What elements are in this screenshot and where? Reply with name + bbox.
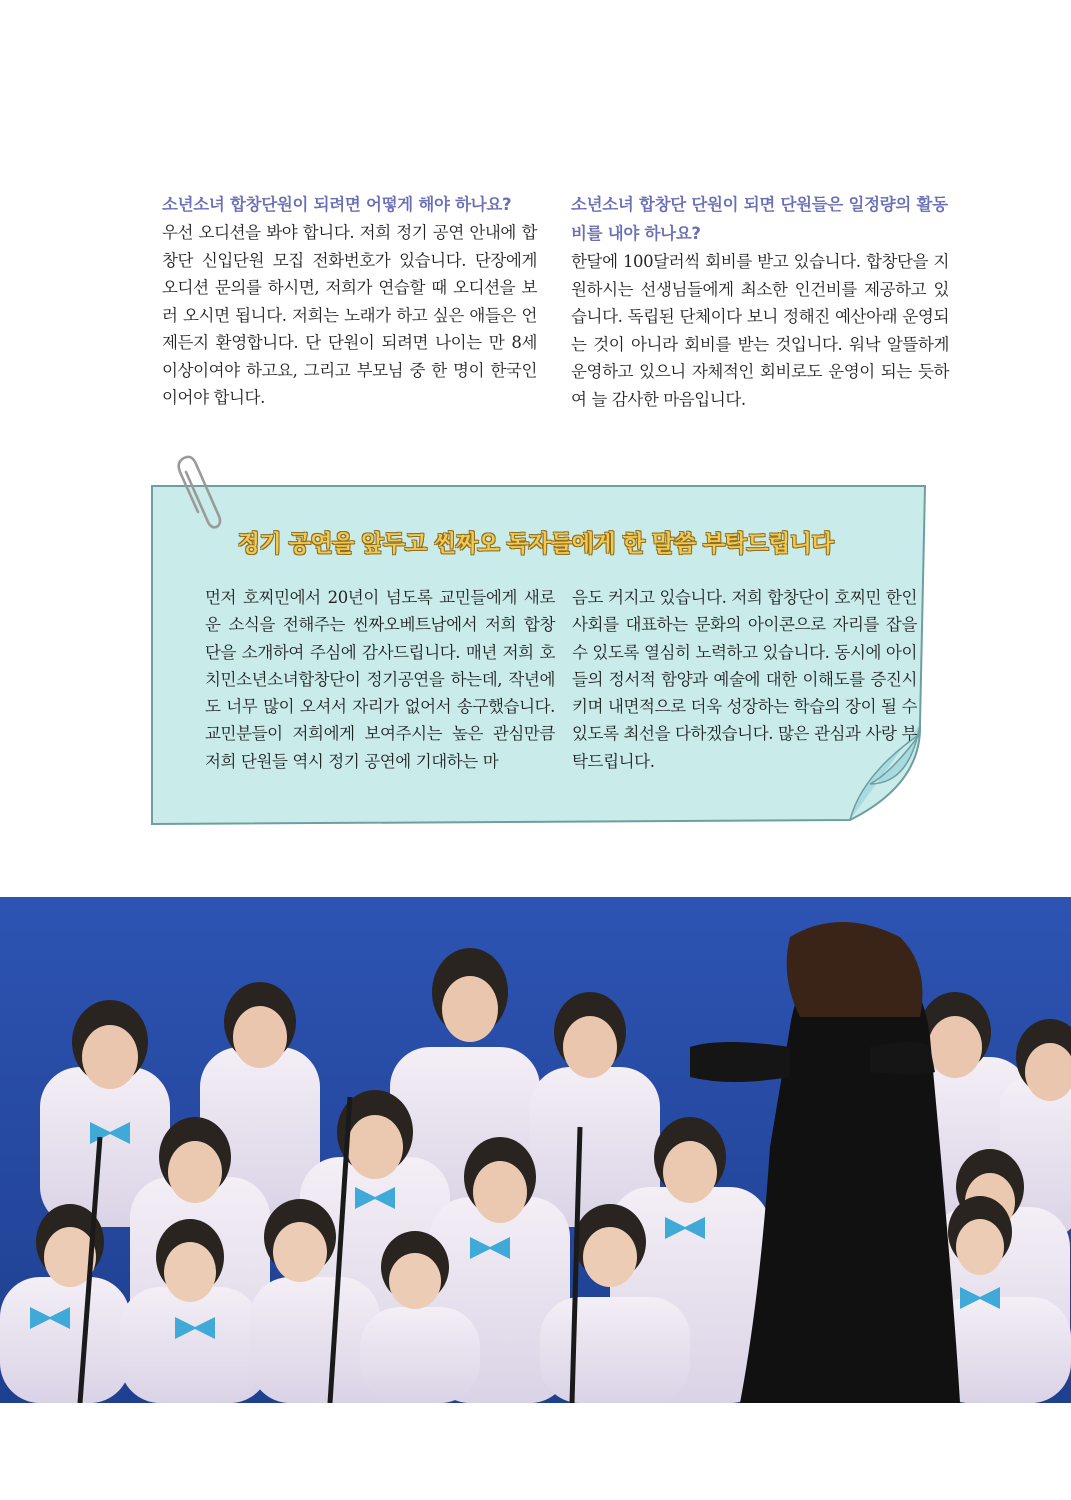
qa-question: 소년소녀 합창단원이 되려면 어떻게 해야 하나요? (162, 195, 512, 214)
qa-answer: 우선 오디션을 봐야 합니다. 저희 정기 공연 안내에 합창단 신입단원 모집 전화번호가 있습니다. 단장에게 오디션 문의를 하시면, 저희가 연습할 때 오디션을 보러 오시면 됩니다. 저희는 노래가 하고 싶은 애들은 언제든지 환영합니다. 단 단원이 되려면 나이는 만 8세 이상이여야 하고요, 그리고 부모님 중 한 명이 한국인이어야 합니다. (162, 223, 537, 407)
choir-photo-icon (0, 897, 1071, 1403)
note-text-left: 먼저 호찌민에서 20년이 넘도록 교민들에게 새로운 소식을 전해주는 씬짜오베트남에서 저희 합창단을 소개하여 주심에 감사드립니다. 매년 저희 호치민소년소녀합창단이 정기공연을 하는데, 작년에도 너무 많이 오셔서 자리가 없어서 송구했습니다. 교민분들이 저희에게 보여주시는 높은 관심만큼 저희 단원들 역시 정기 공연에 기대하는 마 (205, 588, 555, 771)
qa-fee (571, 190, 949, 413)
qa-audition (162, 190, 537, 412)
choir-photo (0, 897, 1071, 1403)
note-title: 정기 공연을 앞두고 씬짜오 독자들에게 한 말씀 부탁드립니다 (237, 531, 834, 557)
qa-answer: 한달에 100달러씩 회비를 받고 있습니다. 합창단을 지원하시는 선생님들에게 최소한 인건비를 제공하고 있습니다. 독립된 단체이다 보니 정해진 예산아래 운영되는 것이 아니라 회비를 받는 것입니다. 워낙 알뜰하게 운영하고 있으니 자체적인 회비로도 운영이 되는 듯하여 늘 감사한 마음입니다. (571, 252, 949, 409)
note-text-right: 음도 커지고 있습니다. 저희 합창단이 호찌민 한인사회를 대표하는 문화의 아이콘으로 자리를 잡을 수 있도록 열심히 노력하고 있습니다. 동시에 아이들의 정서적 함양과 예술에 대한 이해도를 증진시키며 내면적으로 더욱 성장하는 학습의 장이 될 수 있도록 최선을 다하겠습니다. 많은 관심과 사랑 부탁드립니다. (572, 588, 917, 771)
qa-question: 소년소녀 합창단 단원이 되면 단원들은 일정량의 활동비를 내야 하나요? (571, 195, 948, 243)
paperclip-icon (172, 452, 222, 530)
